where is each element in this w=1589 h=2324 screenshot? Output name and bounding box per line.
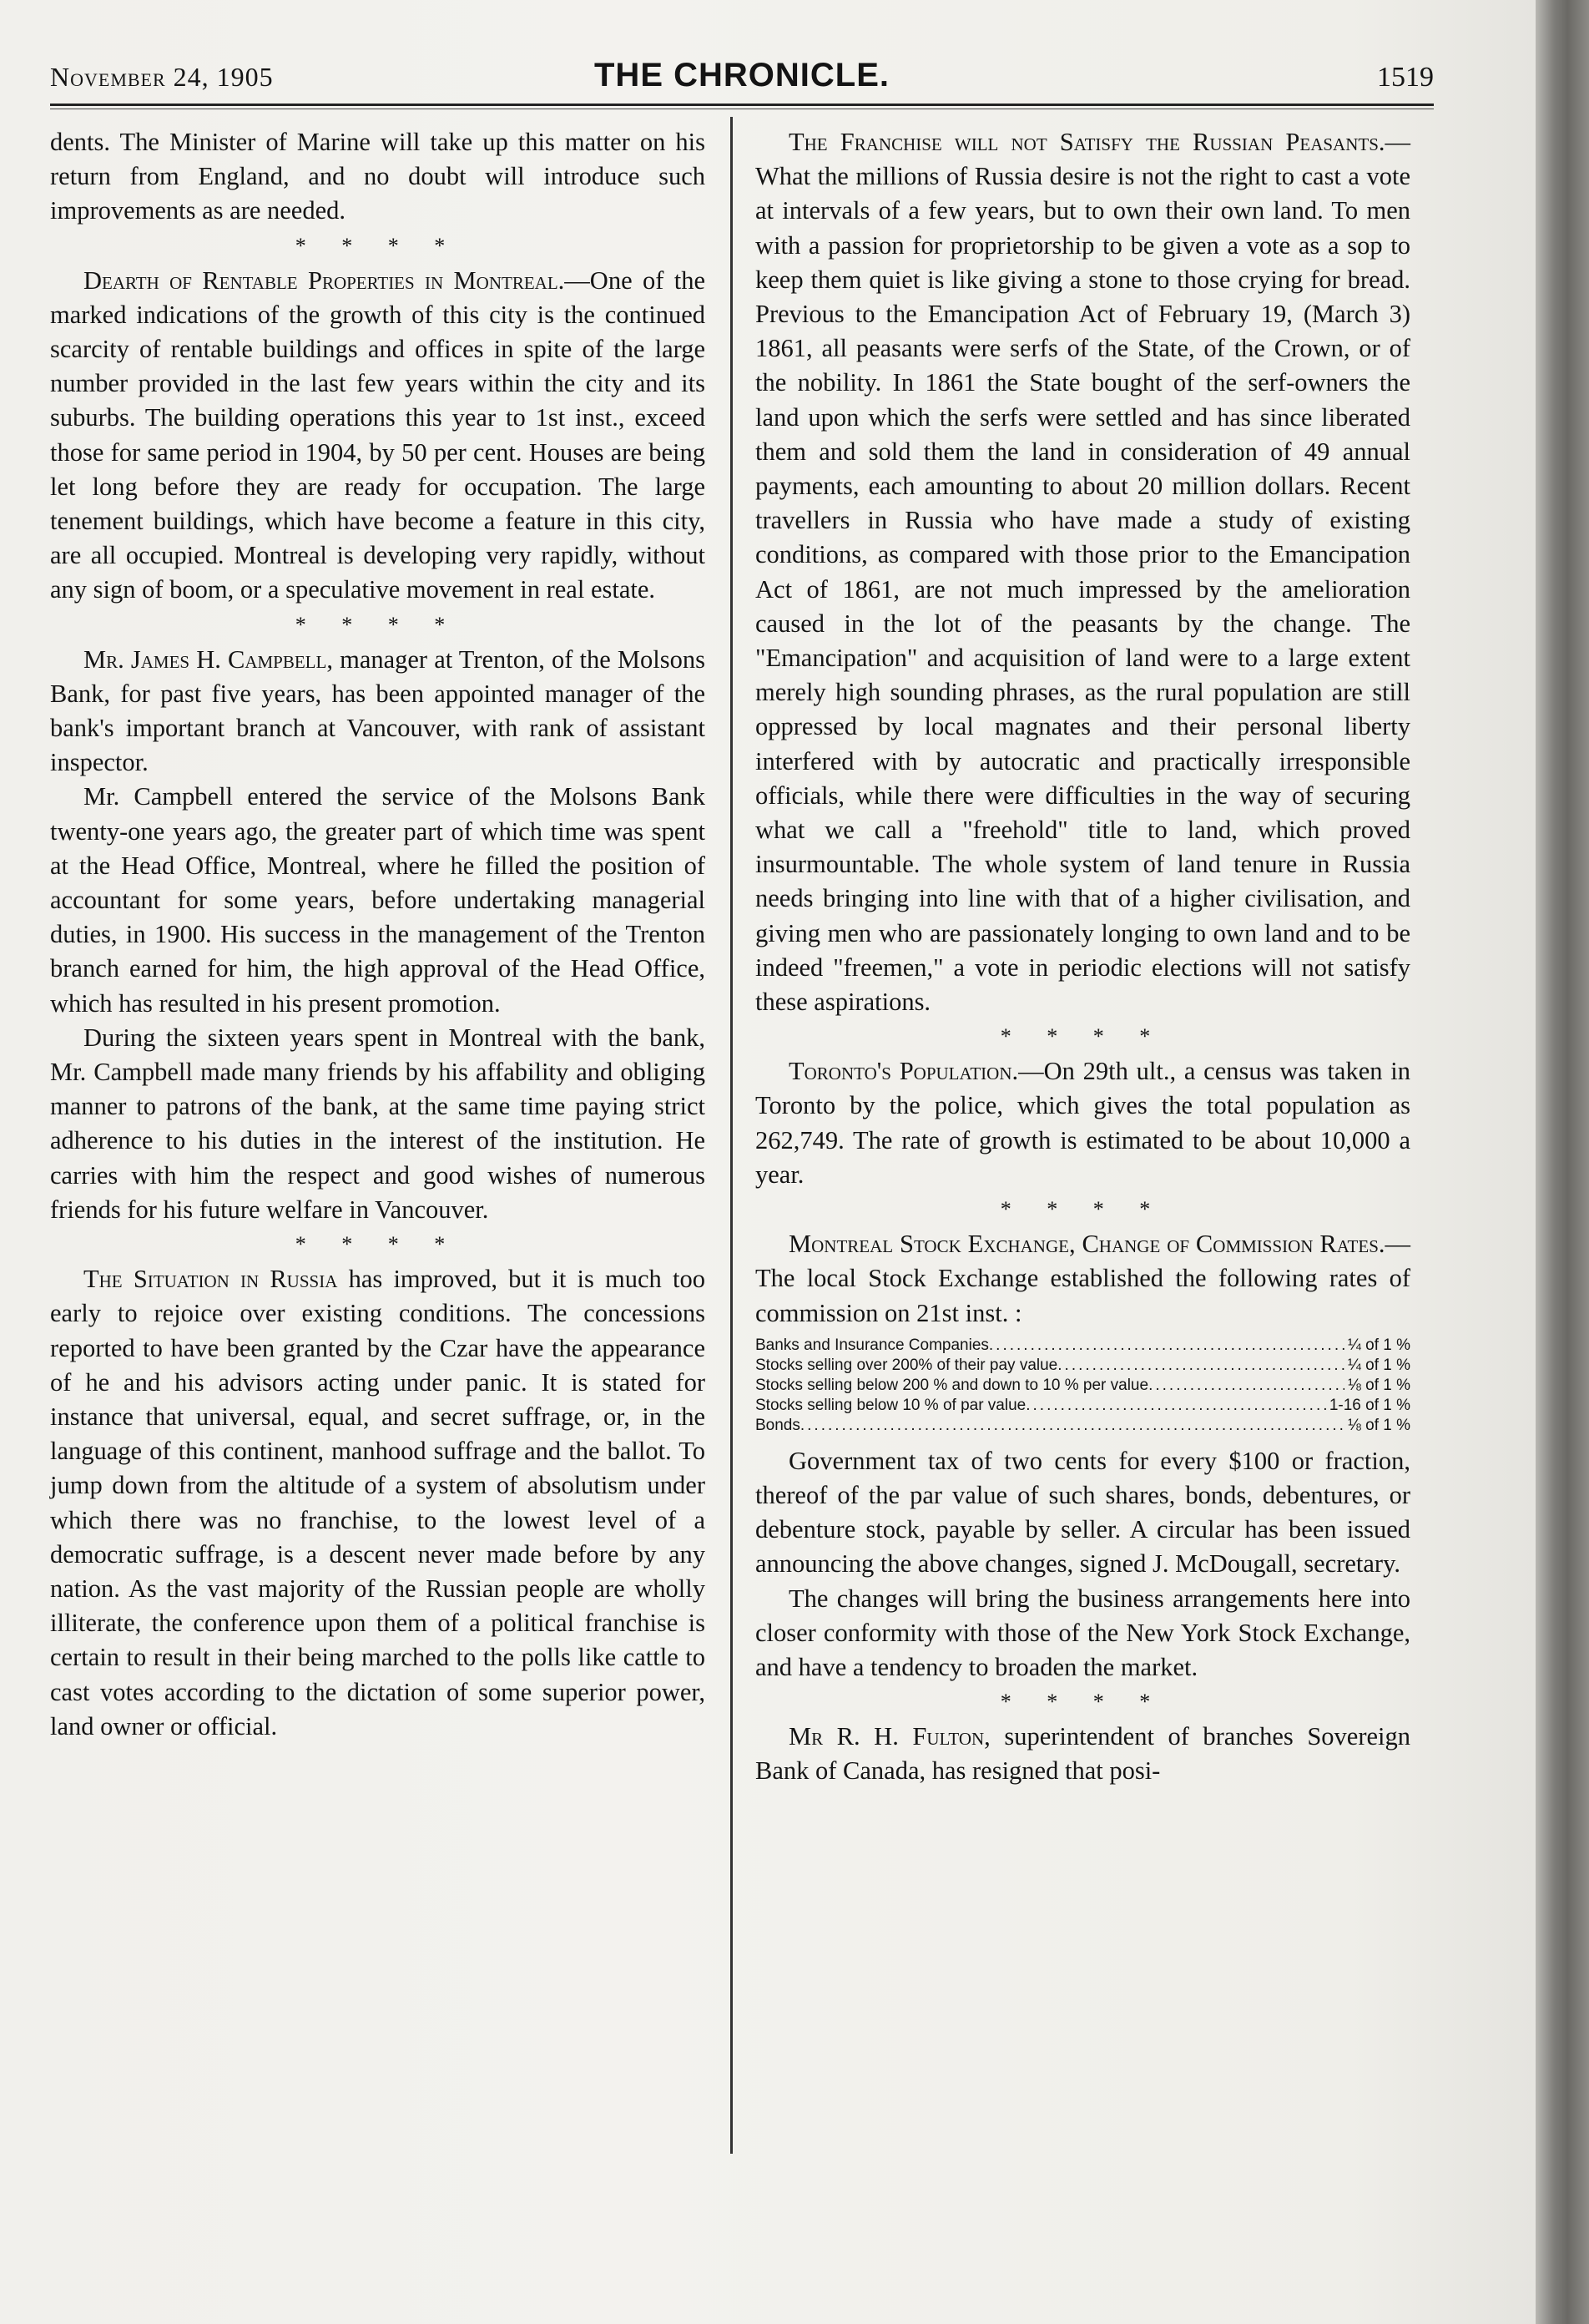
article-russia-situation: [50, 1262, 705, 1744]
section-separator: * * * *: [1000, 1197, 1166, 1222]
rate-value: ¼ of 1 %: [1348, 1336, 1410, 1354]
leader-dots: [1148, 1376, 1344, 1396]
article-rentable-properties: [50, 264, 705, 608]
rate-row: [755, 1416, 1410, 1436]
leader-dots: [1057, 1356, 1344, 1376]
rate-label: Stocks selling over 200% of their pay value: [755, 1356, 1058, 1374]
rate-label: Banks and Insurance Companies: [755, 1336, 989, 1354]
article-heading: Montreal Stock Exchange, Change of Commission Rates.: [789, 1230, 1385, 1259]
article-heading: Mr. James H. Campbell,: [83, 644, 333, 674]
section-separator: * * * *: [295, 233, 461, 258]
rate-value: ¼ of 1 %: [1348, 1356, 1410, 1374]
article-paragraph: Mr. Campbell entered the service of the Molsons Bank twenty-one years ago, the greater part of which time was spent at the Head Office, Montreal, where he filled the position of accountant for some years, before undertaking managerial duties, in 1900. His success in the management of the Trenton branch earned for him, the high approval of the Head Office, which has resulted in his present promotion.: [50, 782, 705, 1018]
article-body: —One of the marked indications of the growth of this city is the continued scarcity of rentable buildings and offices in spite of the large number provided in the last few years within the city and its suburbs. The building operations this year to 1st inst., exceed those for same period in 1904, by 50 per cent. Houses are being let long before they are ready for occupation. The large tenement buildings, which have become a feature in this city, are all occupied. Montreal is developing very rapidly, without any sign of boom, or a speculative movement in real estate.: [50, 265, 705, 604]
article-body: —What the millions of Russia desire is not the right to cast a vote at intervals of a few years, but to own their own land. To men with a passion for proprietorship to be given a vote as a sop to keep them quiet is like giving a stone to those crying for bread. Previous to the Emancipation Act of February 19, (March 3) 1861, all peasants were serfs of the State, of the Crown, or of the nobility. In 1861 the State bought of the serf-owners the land upon which the serfs were settled and has since liberated them and sold them the land in consideration of 49 annual payments, each amounting to about 20 million dollars. Recent travellers in Russia who have made a study of existing conditions, as compared with those prior to the Emancipation Act of 1861, are not much impressed by the amelioration caused in the lot of the peasants by the change. The "Emancipation" and acquisition of land were to a large extent merely high sounding phrases, as the rural population are still oppressed by local magnates and their personal liberty interfered with by autocratic and practically irresponsible officials, while there were difficulties in the way of securing what we call a "freehold" title to land, which proved insurmountable. The whole system of land tenure in Russia needs bringing into line with that of a higher civilisation, and giving men who are passionately longing to own land and to be indeed "freemen," a vote in periodic elections will not satisfy these aspirations.: [755, 128, 1410, 1017]
rate-value: ⅛ of 1 %: [1348, 1376, 1410, 1394]
rate-label: Stocks selling below 10 % of par value: [755, 1396, 1027, 1414]
article-heading: Toronto's Population.: [789, 1057, 1019, 1086]
article-body: —On 29th ult., a census was taken in Toronto by the police, which gives the total population as 262,749. The rate of growth is estimated to be about 10,000 a year.: [755, 1057, 1410, 1189]
rate-value: 1-16 of 1 %: [1329, 1396, 1410, 1414]
section-separator: * * * *: [295, 1232, 461, 1257]
rate-label: Stocks selling below 200 % and down to 10 % per value: [755, 1376, 1149, 1394]
rate-value: ⅛ of 1 %: [1348, 1416, 1410, 1434]
section-separator: * * * *: [295, 612, 461, 637]
rate-row: [755, 1356, 1410, 1376]
article-heading: The Situation in Russia: [83, 1265, 338, 1294]
article-heading: The Franchise will not Satisfy the Russian Peasants.: [789, 128, 1385, 156]
article-body: manager at Trenton, of the Molsons Bank, for past five years, has been appointed manager of the bank's important branch at Vancouver, with rank of assistant inspector.: [50, 644, 706, 777]
article-fulton: [755, 1720, 1410, 1788]
leader-dots: [989, 1336, 1344, 1356]
article-continuation: dents. The Minister of Marine will take up this matter on his return from England, and no doubt will introduce such improvements as are needed.: [50, 128, 705, 225]
article-heading: Mr R. H. Fulton,: [789, 1722, 991, 1751]
article-toronto-population: [755, 1054, 1410, 1192]
rate-row: [755, 1396, 1410, 1416]
rate-label: Bonds: [755, 1416, 800, 1434]
article-campbell: [50, 643, 705, 781]
column-divider: [730, 117, 733, 2154]
article-paragraph: Government tax of two cents for every $100 or fraction, thereof of the par value of such shares, bonds, debentures, or debenture stock, payable by seller. A circular has been issued announcing the above changes, signed J. McDougall, secretary.: [755, 1446, 1410, 1579]
page-binding-edge: [1536, 0, 1589, 2324]
right-column: [755, 125, 1410, 1789]
section-separator: * * * *: [1000, 1024, 1166, 1049]
left-column: [50, 125, 705, 1744]
article-russian-franchise: [755, 125, 1410, 1019]
article-heading: Dearth of Rentable Properties in Montreal.: [83, 265, 565, 295]
article-body: superintendent of branches Sovereign Bank of Canada, has resigned that posi-: [755, 1722, 1410, 1786]
article-body: has improved, but it is much too early to rejoice over existing conditions. The concessions reported to have been granted by the Czar have the appearance of he and his advisors acting under panic. It is stated for instance that universal, equal, and secret suffrage, or, in the language of this continent, manhood suffrage and the ballot. To jump down from the altitude of a system of absolutism under which there was no franchise, to the lowest level of a democratic suffrage, is a descent never made before by any nation. As the vast majority of the Russian people are wholly illiterate, the conference upon them of a political franchise is certain to result in their being marched to the polls like cattle to cast votes according to the dictation of some superior power, land owner or official.: [50, 1265, 705, 1740]
section-separator: * * * *: [1000, 1690, 1166, 1715]
article-body: —The local Stock Exchange established the following rates of commission on 21st inst. :: [755, 1230, 1410, 1327]
article-paragraph: During the sixteen years spent in Montreal with the bank, Mr. Campbell made many friends by his affability and obliging manner to patrons of the bank, at the same time paying strict adherence to his duties in the interest of the institution. He carries with him the respect and good wishes of numerous friends for his future welfare in Vancouver.: [50, 1023, 705, 1224]
page-number: 1519: [1377, 62, 1434, 93]
leader-dots: [800, 1416, 1344, 1436]
rate-row: [755, 1376, 1410, 1396]
leader-dots: [1026, 1396, 1326, 1416]
article-paragraph: The changes will bring the business arrangements here into closer conformity with those of the New York Stock Exchange, and have a tendency to broaden the market.: [755, 1584, 1410, 1681]
issue-date: November 24, 1905: [50, 62, 274, 92]
commission-rates-table: [755, 1336, 1410, 1436]
publication-title: THE CHRONICLE.: [594, 57, 890, 93]
header-rule: [50, 104, 1434, 106]
rate-row: [755, 1336, 1410, 1356]
page-header: [50, 55, 1434, 105]
article-stock-exchange: [755, 1227, 1410, 1331]
